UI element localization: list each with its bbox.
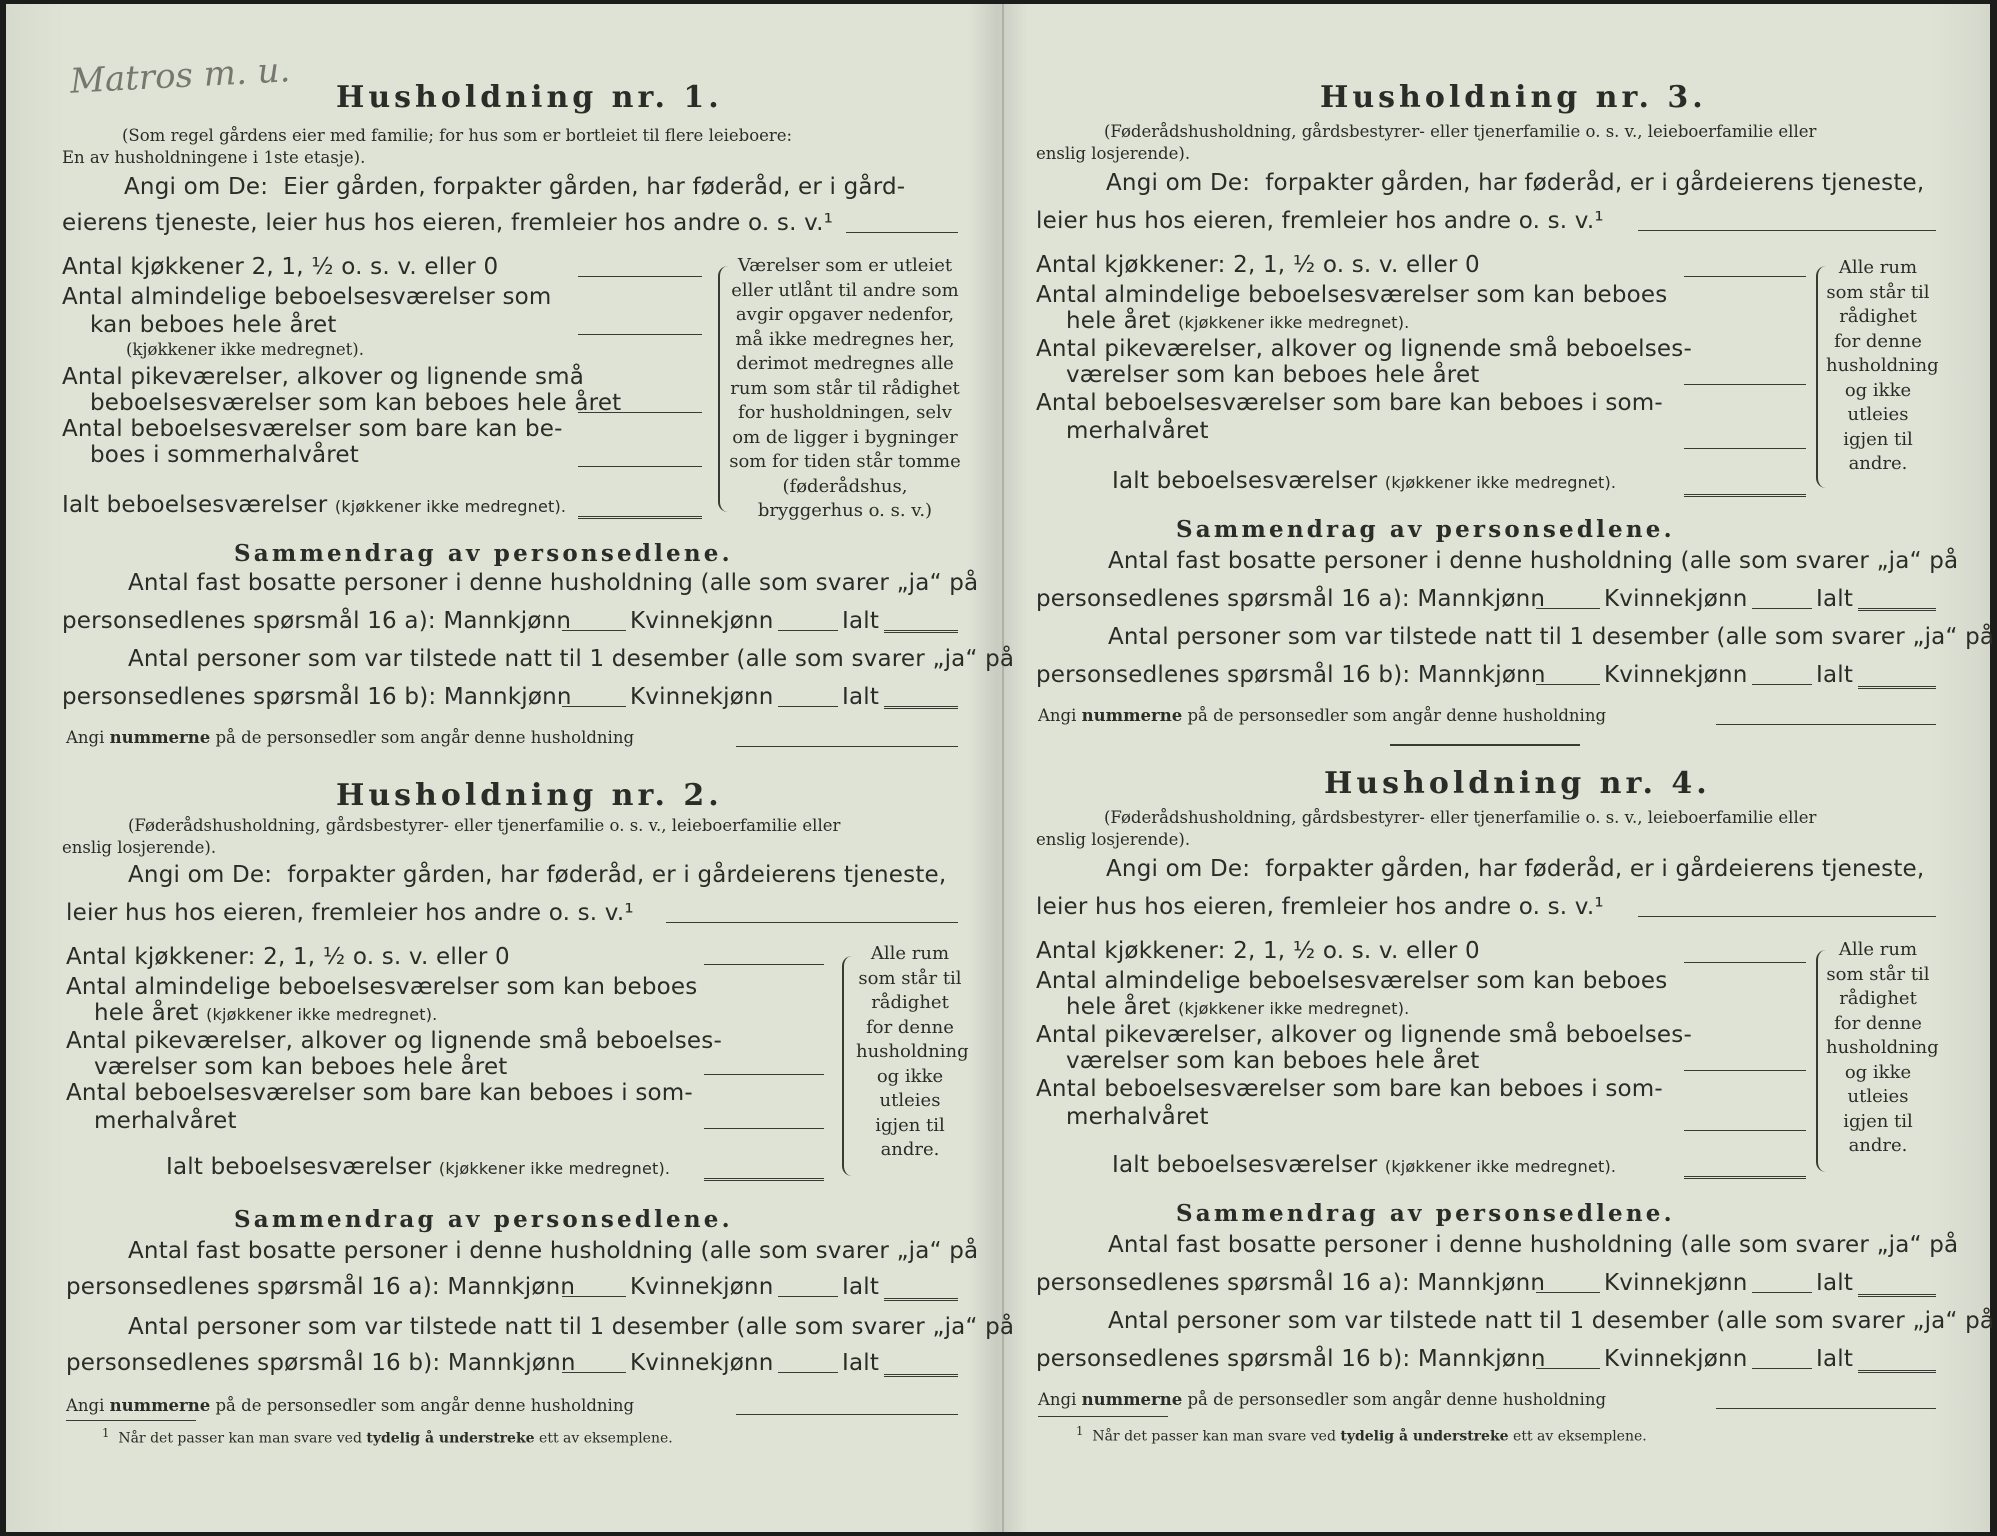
total-answer[interactable] bbox=[1858, 1294, 1936, 1297]
male-answer[interactable] bbox=[1536, 684, 1600, 685]
male-answer[interactable] bbox=[1536, 1368, 1600, 1369]
occupancy-question: Angi om De: forpakter gården, har føderåd, er i gårdeierens tjeneste, bbox=[128, 862, 947, 888]
present-question: Antal personer som var tilstede natt til 1 desember (alle som svarer „ja“ på bbox=[1108, 624, 1995, 650]
total-answer-line[interactable] bbox=[578, 516, 702, 519]
total-answer[interactable] bbox=[1858, 608, 1936, 611]
household-intro: (Føderådshusholdning, gårdsbestyrer- eller tjenerfamilie o. s. v., leieboerfamilie eller bbox=[1104, 122, 1817, 141]
kitchens-label: Antal kjøkkener: 2, 1, ½ o. s. v. eller 0 bbox=[1036, 252, 1480, 278]
female-label: Kvinnekjønn bbox=[1604, 1270, 1748, 1296]
resident-question: Antal fast bosatte personer i denne husholdning (alle som svarer „ja“ på bbox=[128, 1238, 979, 1264]
female-answer[interactable] bbox=[778, 1296, 838, 1297]
total-label: Ialt bbox=[842, 1350, 880, 1376]
summary-title: Sammendrag av personsedlene. bbox=[1176, 1200, 1675, 1227]
present-question: Antal personer som var tilstede natt til 1 desember (alle som svarer „ja“ på bbox=[128, 1314, 1015, 1340]
answer-line[interactable] bbox=[704, 1074, 824, 1075]
rooms-label: Antal almindelige beboelsesværelser som kan beboes bbox=[66, 974, 698, 1000]
total-rooms-label: Ialt beboelsesværelser (kjøkkener ikke medregnet). bbox=[62, 492, 567, 518]
numbers-question: Angi nummerne på de personsedler som angår denne husholdning bbox=[66, 1396, 635, 1415]
answer-line[interactable] bbox=[578, 412, 702, 413]
girls-rooms-label: beboelsesværelser som kan beboes hele året bbox=[90, 390, 622, 416]
female-label: Kvinnekjønn bbox=[1604, 1346, 1748, 1372]
rooms-note: (kjøkkener ikke medregnet). bbox=[126, 340, 364, 359]
total-label: Ialt bbox=[842, 608, 880, 634]
summer-rooms-label: Antal beboelsesværelser som bare kan be- bbox=[62, 416, 563, 442]
female-label: Kvinnekjønn bbox=[630, 1274, 774, 1300]
girls-rooms-label: værelser som kan beboes hele året bbox=[1066, 1048, 1480, 1074]
resident-answer-row: personsedlenes spørsmål 16 a): Mannkjønn bbox=[1036, 586, 1546, 612]
female-answer[interactable] bbox=[1752, 684, 1812, 685]
total-answer-line[interactable] bbox=[704, 1178, 824, 1181]
summer-rooms-label: Antal beboelsesværelser som bare kan beboes i som- bbox=[1036, 1076, 1663, 1102]
female-answer[interactable] bbox=[778, 706, 838, 707]
rooms-label: hele året (kjøkkener ikke medregnet). bbox=[94, 1000, 438, 1026]
occupancy-question: Angi om De: forpakter gården, har føderåd, er i gårdeierens tjeneste, bbox=[1106, 170, 1925, 196]
right-page bbox=[1004, 4, 1995, 1532]
total-answer-line[interactable] bbox=[1684, 1176, 1806, 1179]
total-answer[interactable] bbox=[1858, 1370, 1936, 1373]
female-label: Kvinnekjønn bbox=[630, 608, 774, 634]
resident-answer-row: personsedlenes spørsmål 16 a): Mannkjønn bbox=[66, 1274, 576, 1300]
answer-line[interactable] bbox=[1638, 916, 1936, 917]
girls-rooms-label: værelser som kan beboes hele året bbox=[1066, 362, 1480, 388]
left-page bbox=[6, 4, 1015, 1532]
female-answer[interactable] bbox=[1752, 608, 1812, 609]
total-label: Ialt bbox=[842, 1274, 880, 1300]
household-title: Husholdning nr. 2. bbox=[336, 778, 723, 813]
resident-answer-row: personsedlenes spørsmål 16 a): Mannkjønn bbox=[1036, 1270, 1546, 1296]
resident-question: Antal fast bosatte personer i denne husholdning (alle som svarer „ja“ på bbox=[1108, 1232, 1959, 1258]
present-question: Antal personer som var tilstede natt til 1 desember (alle som svarer „ja“ på bbox=[1108, 1308, 1995, 1334]
footnote-rule bbox=[1038, 1416, 1168, 1417]
female-label: Kvinnekjønn bbox=[1604, 586, 1748, 612]
male-answer[interactable] bbox=[1536, 608, 1600, 609]
girls-rooms-label: Antal pikeværelser, alkover og lignende små beboelses- bbox=[1036, 1022, 1692, 1048]
numbers-question: Angi nummerne på de personsedler som angår denne husholdning bbox=[1038, 1390, 1607, 1409]
girls-rooms-label: Antal pikeværelser, alkover og lignende små beboelses- bbox=[66, 1028, 722, 1054]
answer-line[interactable] bbox=[578, 334, 702, 335]
census-form-sheet bbox=[6, 4, 1995, 1532]
rooms-label: kan beboes hele året bbox=[90, 312, 337, 338]
girls-rooms-label: Antal pikeværelser, alkover og lignende små beboelses- bbox=[1036, 336, 1692, 362]
female-answer[interactable] bbox=[778, 1372, 838, 1373]
total-label: Ialt bbox=[1816, 1270, 1854, 1296]
footnote-rule bbox=[66, 1420, 196, 1421]
numbers-question: Angi nummerne på de personsedler som angår denne husholdning bbox=[1038, 706, 1607, 725]
total-label: Ialt bbox=[1816, 662, 1854, 688]
present-answer-row: personsedlenes spørsmål 16 b): Mannkjønn bbox=[1036, 662, 1546, 688]
summer-rooms-label: merhalvåret bbox=[1066, 418, 1209, 444]
pencil-annotation: Matros m. u. bbox=[69, 50, 292, 102]
household-intro: enslig losjerende). bbox=[1036, 830, 1191, 849]
numbers-answer[interactable] bbox=[1716, 1408, 1936, 1409]
female-label: Kvinnekjønn bbox=[630, 1350, 774, 1376]
answer-line[interactable] bbox=[704, 1128, 824, 1129]
household-intro: enslig losjerende). bbox=[62, 838, 217, 857]
kitchens-label: Antal kjøkkener: 2, 1, ½ o. s. v. eller 0 bbox=[1036, 938, 1480, 964]
total-rooms-label: Ialt beboelsesværelser (kjøkkener ikke medregnet). bbox=[1112, 468, 1617, 494]
household-title: Husholdning nr. 4. bbox=[1324, 766, 1711, 801]
total-answer[interactable] bbox=[884, 630, 958, 633]
total-label: Ialt bbox=[1816, 586, 1854, 612]
occupancy-question: leier hus hos eieren, fremleier hos andre o. s. v.¹ bbox=[1036, 894, 1604, 920]
male-answer[interactable] bbox=[1536, 1292, 1600, 1293]
summary-title: Sammendrag av personsedlene. bbox=[1176, 516, 1675, 543]
occupancy-question: Angi om De: forpakter gården, har føderåd, er i gårdeierens tjeneste, bbox=[1106, 856, 1925, 882]
household-title: Husholdning nr. 3. bbox=[1320, 80, 1707, 115]
female-answer[interactable] bbox=[778, 630, 838, 631]
present-answer-row: personsedlenes spørsmål 16 b): Mannkjønn bbox=[62, 684, 572, 710]
footnote: $^1$ Når det passer kan man svare ved tydelig å understreke ett av eksemplene. bbox=[102, 1426, 673, 1447]
numbers-answer[interactable] bbox=[1716, 724, 1936, 725]
numbers-answer[interactable] bbox=[736, 746, 958, 747]
answer-line[interactable] bbox=[1638, 230, 1936, 231]
answer-line[interactable] bbox=[578, 466, 702, 467]
answer-line[interactable] bbox=[846, 232, 958, 233]
rooms-label: Antal almindelige beboelsesværelser som bbox=[62, 284, 552, 310]
total-answer[interactable] bbox=[884, 1298, 958, 1301]
rooms-side-note: Værelser som er utleiet eller utlånt til andre som avgir opgaver nedenfor, må ikke medregnes her, derimot medregnes alle rum som står til rådighet for husholdningen, selv om de ligger i bygninger som for tiden står tomme (føderådshus, bryggerhus o. s. v.) bbox=[729, 255, 961, 521]
answer-line[interactable] bbox=[1684, 1130, 1806, 1131]
section-separator bbox=[1390, 744, 1580, 746]
total-rooms-label: Ialt beboelsesværelser (kjøkkener ikke medregnet). bbox=[1112, 1152, 1617, 1178]
total-answer-line[interactable] bbox=[1684, 494, 1806, 497]
occupancy-question: leier hus hos eieren, fremleier hos andre o. s. v.¹ bbox=[66, 900, 634, 926]
answer-line[interactable] bbox=[1684, 384, 1806, 385]
answer-line[interactable] bbox=[578, 276, 702, 277]
summary-title: Sammendrag av personsedlene. bbox=[234, 1206, 733, 1233]
total-answer[interactable] bbox=[884, 1374, 958, 1377]
answer-line[interactable] bbox=[704, 964, 824, 965]
rooms-side-note: Alle rum som står til rådighet for denne husholdning og ikke utleies igjen til andre. bbox=[1826, 939, 1939, 1156]
male-answer[interactable] bbox=[562, 1296, 626, 1297]
female-label: Kvinnekjønn bbox=[1604, 662, 1748, 688]
answer-line[interactable] bbox=[1684, 962, 1806, 963]
male-answer[interactable] bbox=[562, 706, 626, 707]
rooms-label: hele året (kjøkkener ikke medregnet). bbox=[1066, 308, 1410, 334]
female-answer[interactable] bbox=[1752, 1368, 1812, 1369]
household-intro: En av husholdningene i 1ste etasje). bbox=[62, 148, 366, 167]
total-label: Ialt bbox=[842, 684, 880, 710]
answer-line[interactable] bbox=[666, 922, 958, 923]
summer-rooms-label: boes i sommerhalvåret bbox=[90, 442, 359, 468]
occupancy-question: leier hus hos eieren, fremleier hos andre o. s. v.¹ bbox=[1036, 208, 1604, 234]
girls-rooms-label: Antal pikeværelser, alkover og lignende små bbox=[62, 364, 585, 390]
male-answer[interactable] bbox=[562, 630, 626, 631]
occupancy-question: Angi om De: Eier gården, forpakter gården, har føderåd, er i gård- bbox=[124, 174, 906, 200]
total-label: Ialt bbox=[1816, 1346, 1854, 1372]
total-answer[interactable] bbox=[884, 706, 958, 709]
numbers-question: Angi nummerne på de personsedler som angår denne husholdning bbox=[66, 728, 635, 747]
resident-question: Antal fast bosatte personer i denne husholdning (alle som svarer „ja“ på bbox=[1108, 548, 1959, 574]
answer-line[interactable] bbox=[1684, 276, 1806, 277]
resident-question: Antal fast bosatte personer i denne husholdning (alle som svarer „ja“ på bbox=[128, 570, 979, 596]
summer-rooms-label: merhalvåret bbox=[1066, 1104, 1209, 1130]
household-intro: (Som regel gårdens eier med familie; for hus som er bortleiet til flere leieboere: bbox=[122, 126, 793, 145]
summary-title: Sammendrag av personsedlene. bbox=[234, 540, 733, 567]
footnote: $^1$ Når det passer kan man svare ved tydelig å understreke ett av eksemplene. bbox=[1076, 1424, 1647, 1445]
rooms-label: hele året (kjøkkener ikke medregnet). bbox=[1066, 994, 1410, 1020]
present-answer-row: personsedlenes spørsmål 16 b): Mannkjønn bbox=[1036, 1346, 1546, 1372]
household-intro: enslig losjerende). bbox=[1036, 144, 1191, 163]
female-answer[interactable] bbox=[1752, 1292, 1812, 1293]
numbers-answer[interactable] bbox=[736, 1414, 958, 1415]
total-answer[interactable] bbox=[1858, 686, 1936, 689]
summer-rooms-label: merhalvåret bbox=[94, 1108, 237, 1134]
household-intro: (Føderådshusholdning, gårdsbestyrer- eller tjenerfamilie o. s. v., leieboerfamilie eller bbox=[128, 816, 841, 835]
present-question: Antal personer som var tilstede natt til 1 desember (alle som svarer „ja“ på bbox=[128, 646, 1015, 672]
girls-rooms-label: værelser som kan beboes hele året bbox=[94, 1054, 508, 1080]
occupancy-question: eierens tjeneste, leier hus hos eieren, fremleier hos andre o. s. v.¹ bbox=[62, 210, 834, 236]
male-answer[interactable] bbox=[562, 1372, 626, 1373]
kitchens-label: Antal kjøkkener: 2, 1, ½ o. s. v. eller 0 bbox=[66, 944, 510, 970]
rooms-side-note: Alle rum som står til rådighet for denne husholdning og ikke utleies igjen til andre. bbox=[1826, 257, 1939, 474]
household-intro: (Føderådshusholdning, gårdsbestyrer- eller tjenerfamilie o. s. v., leieboerfamilie eller bbox=[1104, 808, 1817, 827]
female-label: Kvinnekjønn bbox=[630, 684, 774, 710]
rooms-side-note: Alle rum som står til rådighet for denne husholdning og ikke utleies igjen til andre. bbox=[856, 943, 969, 1160]
rooms-label: Antal almindelige beboelsesværelser som kan beboes bbox=[1036, 282, 1668, 308]
rooms-label: Antal almindelige beboelsesværelser som kan beboes bbox=[1036, 968, 1668, 994]
resident-answer-row: personsedlenes spørsmål 16 a): Mannkjønn bbox=[62, 608, 572, 634]
summer-rooms-label: Antal beboelsesværelser som bare kan beboes i som- bbox=[1036, 390, 1663, 416]
answer-line[interactable] bbox=[1684, 1070, 1806, 1071]
total-rooms-label: Ialt beboelsesværelser (kjøkkener ikke medregnet). bbox=[166, 1154, 671, 1180]
answer-line[interactable] bbox=[1684, 448, 1806, 449]
present-answer-row: personsedlenes spørsmål 16 b): Mannkjønn bbox=[66, 1350, 576, 1376]
summer-rooms-label: Antal beboelsesværelser som bare kan beboes i som- bbox=[66, 1080, 693, 1106]
household-title: Husholdning nr. 1. bbox=[336, 80, 723, 115]
kitchens-label: Antal kjøkkener 2, 1, ½ o. s. v. eller 0 bbox=[62, 254, 499, 280]
